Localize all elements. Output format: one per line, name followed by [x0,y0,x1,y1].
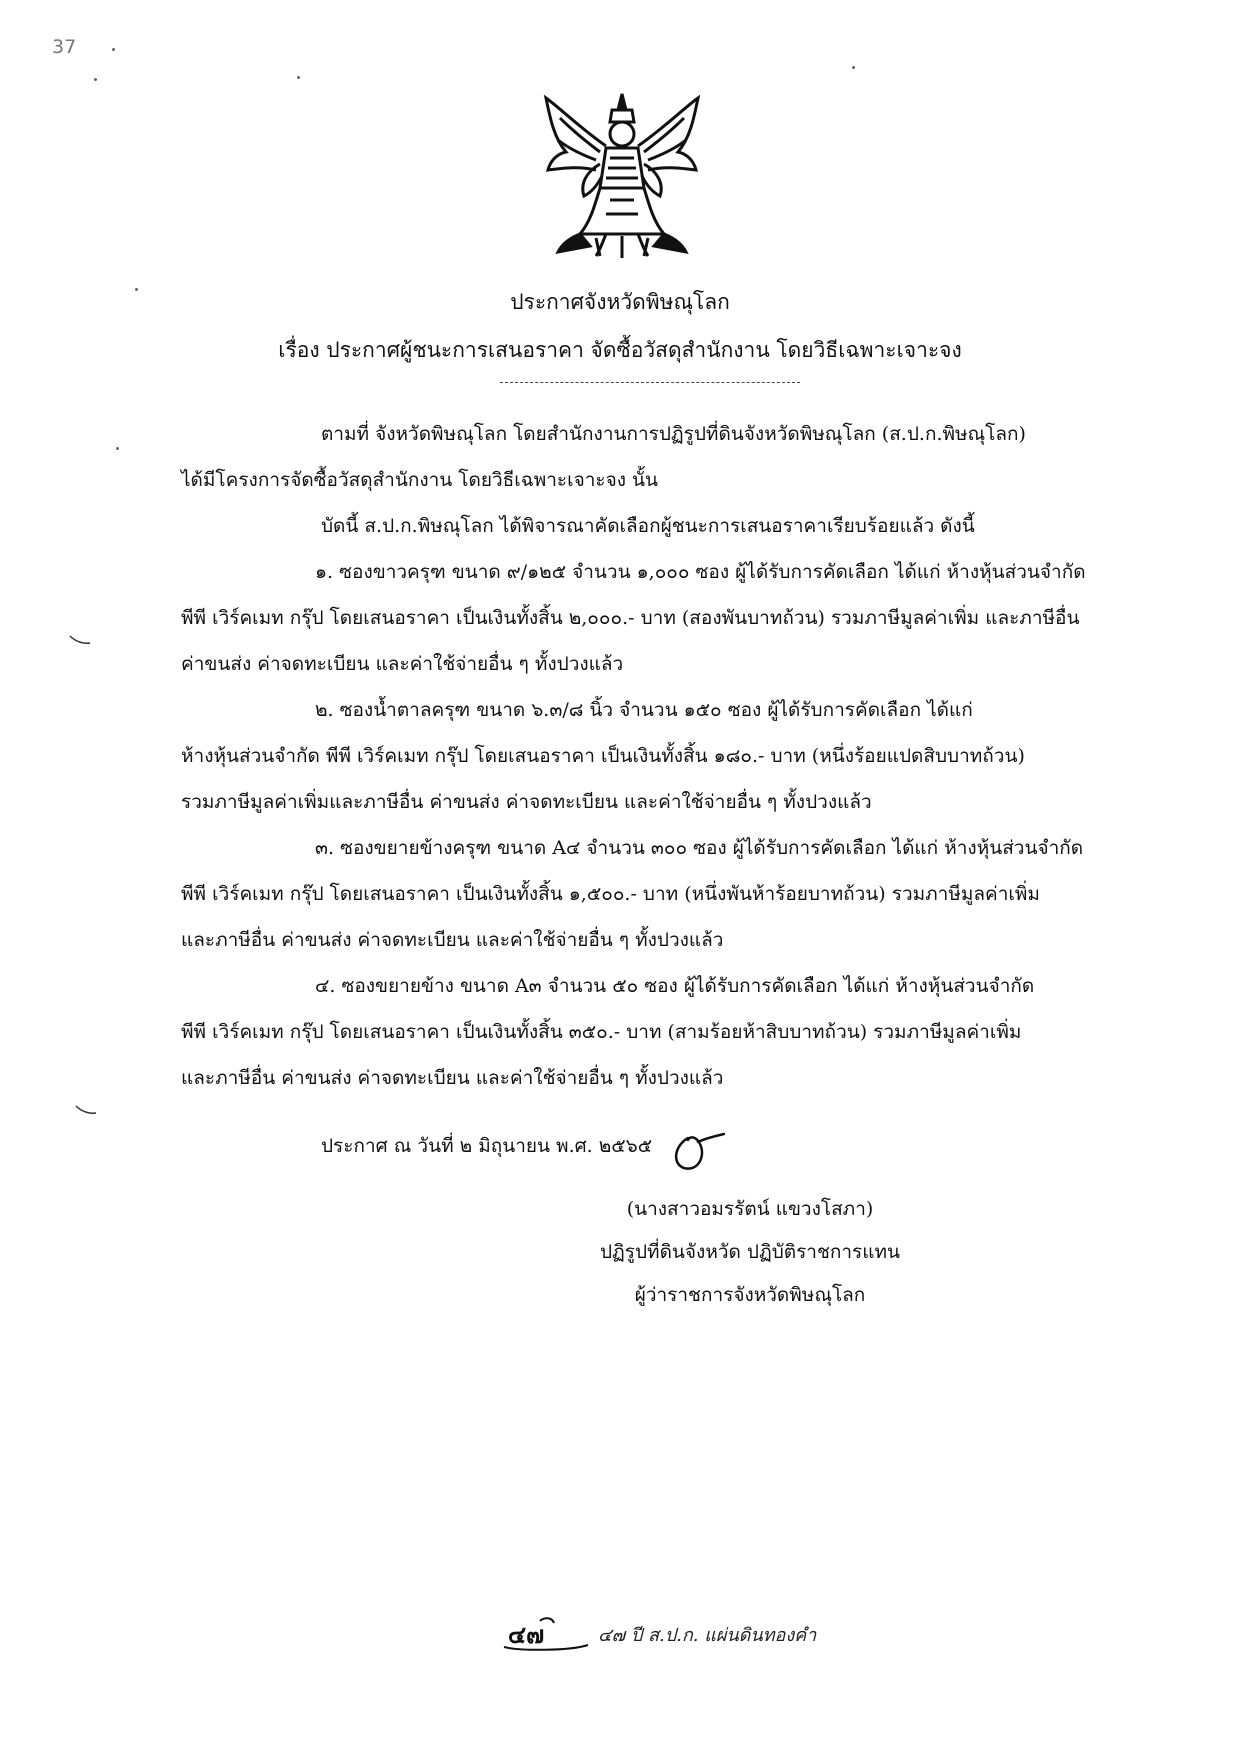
dashed-divider [500,382,800,383]
scan-speck [116,447,119,450]
scan-speck [135,288,138,291]
scan-speck [94,78,97,81]
handwritten-signature [668,1128,728,1174]
page-number: 37 [52,36,77,58]
item-1-line-1: ๑. ซองขาวครุฑ ขนาด ๙/๑๒๕ จำนวน ๑,๐๐๐ ซอง ผู้ได้รับการคัดเลือก ได้แก่ ห้างหุ้นส่วนจำกัด [315,561,1086,583]
announcement-subject: เรื่อง ประกาศผู้ชนะการเสนอราคา จัดซื้อวัสดุสำนักงาน โดยวิธีเฉพาะเจาะจง [278,338,962,362]
item-2-line-2: ห้างหุ้นส่วนจำกัด พีพี เวิร์คเมท กรุ๊ป โดยเสนอราคา เป็นเงินทั้งสิ้น ๑๘๐.- บาท (หนึ่งร้อยแปดสิบบาทถ้วน) [181,745,1025,767]
scan-mark [68,634,92,646]
item-4-line-3: และภาษีอื่น ค่าขนส่ง ค่าจดทะเบียน และค่าใช้จ่ายอื่น ๆ ทั้งปวงแล้ว [181,1067,724,1089]
intro-line-2: ได้มีโครงการจัดซื้อวัสดุสำนักงาน โดยวิธีเฉพาะเจาะจง นั้น [181,469,659,491]
anniversary-logo-icon [500,1617,592,1651]
announcement-body [181,411,1111,1169]
statement-line: บัดนี้ ส.ป.ก.พิษณุโลก ได้พิจารณาคัดเลือกผู้ชนะการเสนอราคาเรียบร้อยแล้ว ดังนี้ [321,515,975,537]
item-3-line-3: และภาษีอื่น ค่าขนส่ง ค่าจดทะเบียน และค่าใช้จ่ายอื่น ๆ ทั้งปวงแล้ว [181,929,724,951]
item-1-line-3: ค่าขนส่ง ค่าจดทะเบียน และค่าใช้จ่ายอื่น ๆ ทั้งปวงแล้ว [181,653,624,675]
anniversary-logo-text: ๔๗ [508,1620,545,1649]
announcement-title: ประกาศจังหวัดพิษณุโลก [510,290,730,314]
item-4-line-2: พีพี เวิร์คเมท กรุ๊ป โดยเสนอราคา เป็นเงินทั้งสิ้น ๓๕๐.- บาท (สามร้อยห้าสิบบาทถ้วน) รวมภาษีมูลค่าเพิ่ม [181,1021,1022,1043]
scan-speck [852,66,855,69]
scan-speck [112,48,115,51]
signer-position-2: ผู้ว่าราชการจังหวัดพิษณุโลก [634,1284,866,1306]
title-block [0,278,1240,374]
announcement-date: ประกาศ ณ วันที่ ๒ มิถุนายน พ.ศ. ๒๕๖๕ [321,1135,653,1157]
scan-mark [74,1104,98,1116]
intro-line-1: ตามที่ จังหวัดพิษณุโลก โดยสำนักงานการปฏิรูปที่ดินจังหวัดพิษณุโลก (ส.ป.ก.พิษณุโลก) [321,423,1026,445]
footer-slogan: ๔๗ ปี ส.ป.ก. แผ่นดินทองคำ [598,1625,817,1646]
signer-position: ปฏิรูปที่ดินจังหวัด ปฏิบัติราชการแทน [599,1241,901,1263]
item-2-line-1: ๒. ซองน้ำตาลครุฑ ขนาด ๖.๓/๘ นิ้ว จำนวน ๑๕๐ ซอง ผู้ได้รับการคัดเลือก ได้แก่ [315,699,973,721]
item-3-line-1: ๓. ซองขยายข้างครุฑ ขนาด A๔ จำนวน ๓๐๐ ซอง ผู้ได้รับการคัดเลือก ได้แก่ ห้างหุ้นส่วนจำกัด [315,837,1084,859]
scan-speck [297,76,300,79]
garuda-emblem-icon [540,88,704,260]
item-2-line-3: รวมภาษีมูลค่าเพิ่มและภาษีอื่น ค่าขนส่ง ค่าจดทะเบียน และค่าใช้จ่ายอื่น ๆ ทั้งปวงแล้ว [181,791,872,813]
item-1-line-2: พีพี เวิร์คเมท กรุ๊ป โดยเสนอราคา เป็นเงินทั้งสิ้น ๒,๐๐๐.- บาท (สองพันบาทถ้วน) รวมภาษีมูลค่าเพิ่ม และภาษีอื่น [181,607,1080,629]
signer-name: (นางสาวอมรรัตน์ แขวงโสภา) [626,1198,874,1220]
item-4-line-1: ๔. ซองขยายข้าง ขนาด A๓ จำนวน ๕๐ ซอง ผู้ได้รับการคัดเลือก ได้แก่ ห้างหุ้นส่วนจำกัด [315,975,1035,997]
signer-block [540,1188,960,1317]
item-3-line-2: พีพี เวิร์คเมท กรุ๊ป โดยเสนอราคา เป็นเงินทั้งสิ้น ๑,๕๐๐.- บาท (หนึ่งพันห้าร้อยบาทถ้วน) รวมภาษีมูลค่าเพิ่ม [181,883,1040,905]
